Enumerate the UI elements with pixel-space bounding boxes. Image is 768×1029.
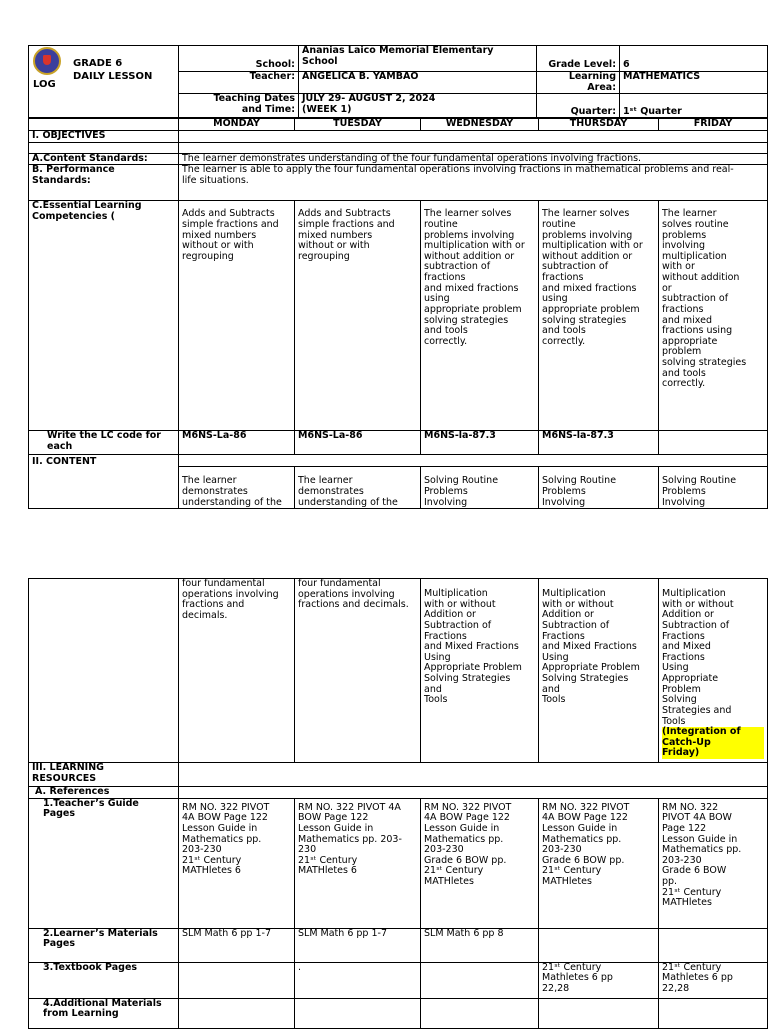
tb-monday — [179, 962, 295, 998]
teacher-value: ANGELICA B. YAMBAO — [299, 72, 537, 94]
header-table — [28, 45, 768, 118]
lm-friday — [659, 928, 768, 962]
content-monday: The learner demonstrates understanding of the — [179, 467, 295, 509]
tb-friday: 21ˢᵗ Century Mathletes 6 pp 22,28 — [659, 962, 768, 998]
elc-tuesday: Adds and Subtracts simple fractions and mixed numbers without or with regrouping — [295, 201, 421, 431]
grade-level-label: Grade Level: — [537, 46, 620, 72]
spacer-label — [29, 142, 179, 153]
performance-standards-label: B. Performance Standards: — [29, 165, 179, 201]
content-cont-tuesday: four fundamental operations involving fractions and decimals. — [295, 579, 421, 763]
tg-thursday: RM NO. 322 PIVOT 4A BOW Page 122 Lesson Guide in Mathematics pp. 203-230 Grade 6 BOW pp. 21ˢᵗ Century MATHletes — [539, 798, 659, 928]
day-header-tuesday: TUESDAY — [295, 119, 421, 131]
lc-code-label: Write the LC code for each — [29, 431, 179, 455]
elc-friday: The learner solves routine problems involving multiplication with or without addition or subtraction of fractions and mixed fractions using appropriate problem solving strategies and tools correctly. — [659, 201, 768, 431]
tg-monday: RM NO. 322 PIVOT 4A BOW Page 122 Lesson Guide in Mathematics pp. 203-230 21ˢᵗ Century MATHletes 6 — [179, 798, 295, 928]
learning-resources-label: III. LEARNING RESOURCES — [29, 763, 179, 787]
quarter-label: Quarter: — [537, 94, 620, 118]
teaching-dates-value: JULY 29- AUGUST 2, 2024 (WEEK 1) — [299, 94, 537, 118]
tb-wednesday — [421, 962, 539, 998]
day-header-monday: MONDAY — [179, 119, 295, 131]
tg-tuesday: RM NO. 322 PIVOT 4A BOW Page 122 Lesson Guide in Mathematics pp. 203- 230 21ˢᵗ Century MATHletes 6 — [295, 798, 421, 928]
lm-wednesday: SLM Math 6 pp 8 — [421, 928, 539, 962]
content-tuesday: The learner demonstrates understanding of the — [295, 467, 421, 509]
learning-area-value: MATHEMATICS — [620, 72, 768, 94]
elc-wednesday: The learner solves routine problems involving multiplication with or without addition or subtraction of fractions and mixed fractions using appropriate problem solving strategies and tools correctly. — [421, 201, 539, 431]
day-header-blank — [29, 119, 179, 131]
tb-tuesday: . — [295, 962, 421, 998]
learners-materials-label: 2.Learner’s Materials Pages — [29, 928, 179, 962]
elc-thursday: The learner solves routine problems involving multiplication with or without addition or subtraction of fractions and mixed fractions using appropriate problem solving strategies and tools correctly. — [539, 201, 659, 431]
lc-code-monday: M6NS-La-86 — [179, 431, 295, 455]
teacher-label: Teacher: — [179, 72, 299, 94]
content-cont-monday: four fundamental operations involving fractions and decimals. — [179, 579, 295, 763]
references-label: A. References — [29, 787, 179, 799]
content-cont-thursday: Multiplication with or without Addition or Subtraction of Fractions and Mixed Fractions Using Appropriate Problem Solving Strategies and Tools — [539, 579, 659, 763]
lc-code-tuesday: M6NS-La-86 — [295, 431, 421, 455]
grade-level-value: 6 — [620, 46, 768, 72]
content-wednesday: Solving Routine Problems Involving — [421, 467, 539, 509]
dll-table-page1 — [28, 118, 768, 509]
quarter-value: 1ˢᵗ Quarter — [620, 94, 768, 118]
dll-title: GRADE 6 DAILY LESSON — [73, 58, 153, 82]
content-label: II. CONTENT — [29, 455, 179, 509]
content-thursday: Solving Routine Problems Involving — [539, 467, 659, 509]
school-label: School: — [179, 46, 299, 72]
lm-tuesday: SLM Math 6 pp 1-7 — [295, 928, 421, 962]
teaching-dates-label: Teaching Dates and Time: — [179, 94, 299, 118]
elc-label: C.Essential Learning Competencies ( — [29, 201, 179, 431]
content-cont-wednesday: Multiplication with or without Addition or Subtraction of Fractions and Mixed Fractions Using Appropriate Problem Solving Strategies and Tools — [421, 579, 539, 763]
dll-title-log: LOG — [33, 79, 56, 90]
objectives-label: I. OBJECTIVES — [29, 130, 179, 142]
day-header-friday: FRIDAY — [659, 119, 768, 131]
teachers-guide-label: 1.Teacher’s Guide Pages — [29, 798, 179, 928]
lm-monday: SLM Math 6 pp 1-7 — [179, 928, 295, 962]
additional-materials-label: 4.Additional Materials from Learning — [29, 998, 179, 1028]
textbook-pages-label: 3.Textbook Pages — [29, 962, 179, 998]
lc-code-friday — [659, 431, 768, 455]
performance-standards-text: The learner is able to apply the four fundamental operations involving fractions in mathematical problems and real- life situations. — [179, 165, 768, 201]
day-header-thursday: THURSDAY — [539, 119, 659, 131]
tb-thursday: 21ˢᵗ Century Mathletes 6 pp 22,28 — [539, 962, 659, 998]
school-value: Ananias Laico Memorial Elementary School — [299, 46, 537, 72]
content-friday: Solving Routine Problems Involving — [659, 467, 768, 509]
learning-resources-blank — [179, 763, 768, 787]
objectives-blank — [179, 130, 768, 142]
tg-wednesday: RM NO. 322 PIVOT 4A BOW Page 122 Lesson Guide in Mathematics pp. 203-230 Grade 6 BOW pp. 21ˢᵗ Century MATHletes — [421, 798, 539, 928]
lc-code-wednesday: M6NS-la-87.3 — [421, 431, 539, 455]
content-blank-row — [179, 455, 768, 467]
header-logo-cell — [29, 46, 179, 118]
content-standards-text: The learner demonstrates understanding of the four fundamental operations involving fractions. — [179, 153, 768, 165]
spacer-cell — [179, 142, 768, 153]
lm-thursday — [539, 928, 659, 962]
references-blank — [179, 787, 768, 799]
content-cont-label — [29, 579, 179, 763]
catchup-friday-highlight: (Integration of Catch-Up Friday) — [662, 727, 764, 759]
lc-code-thursday: M6NS-la-87.3 — [539, 431, 659, 455]
dll-table-page2 — [28, 578, 768, 1029]
content-cont-friday: Multiplication with or without Addition or Subtraction of Fractions and Mixed Fractions Using Appropriate Problem Solving Strategies and Tools (Integration of Catch-Up Friday) — [659, 579, 768, 763]
tg-friday: RM NO. 322 PIVOT 4A BOW Page 122 Lesson Guide in Mathematics pp. 203-230 Grade 6 BOW pp. 21ˢᵗ Century MATHletes — [659, 798, 768, 928]
learning-area-label: Learning Area: — [537, 72, 620, 94]
elc-monday: Adds and Subtracts simple fractions and mixed numbers without or with regrouping — [179, 201, 295, 431]
day-header-wednesday: WEDNESDAY — [421, 119, 539, 131]
content-standards-label: A.Content Standards: — [29, 153, 179, 165]
